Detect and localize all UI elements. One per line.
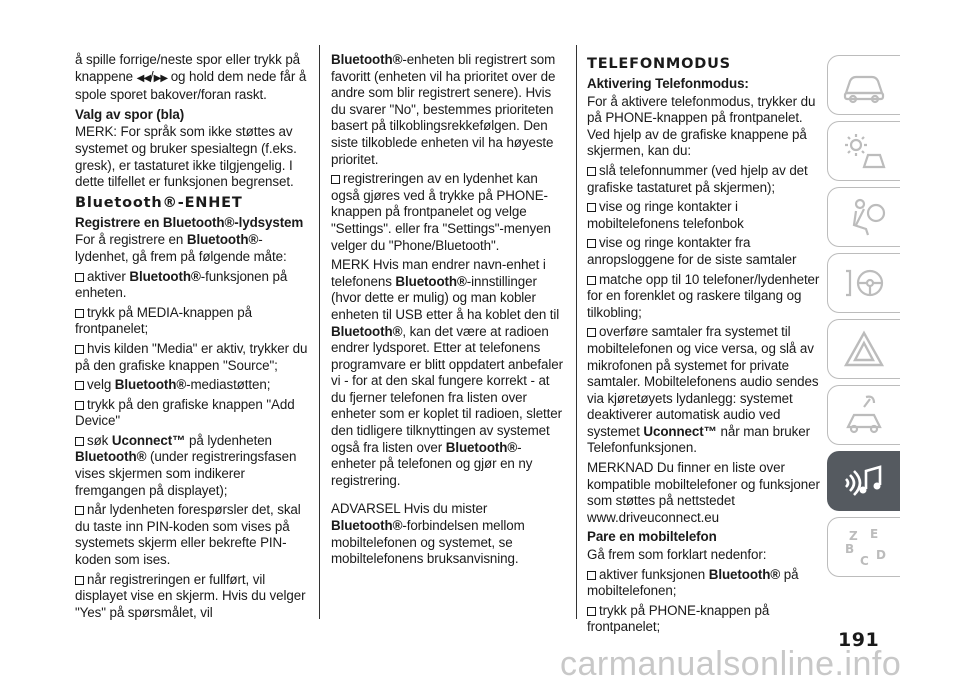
list-item: trykk på PHONE-knappen på frontpanelet; <box>587 602 770 635</box>
bullet-box-icon <box>75 437 84 446</box>
list-item: trykk på den grafiske knappen "Add Device" <box>75 396 295 429</box>
bullet-box-icon <box>331 175 340 184</box>
list-item: velg Bluetooth®-mediastøtten; <box>75 377 309 394</box>
bullet-box-icon <box>587 328 596 337</box>
paragraph-aktivere: For å aktivere telefonmodus, trykker du på PHONE-knappen på frontpanelet. Ved hjelp av de grafiske knappene på skjermen, kan du: <box>587 93 816 159</box>
tab-hazard-triangle[interactable] <box>827 319 900 379</box>
airbag-seatbelt-icon <box>840 195 888 239</box>
bullet-box-icon <box>587 607 596 616</box>
page-number: 191 <box>838 629 880 651</box>
list-item: aktiver Bluetooth®-funksjonen på enheten. <box>75 268 288 301</box>
tab-index[interactable] <box>827 517 900 577</box>
paragraph-merk: MERK: For språk som ikke støttes av systemet og bruker spesialtegn (f.eks. gresk), er tastaturet ikke tilgjengelig. I dette tilfellet er funksjonen begrenset. <box>75 124 297 190</box>
bullet-box-icon <box>75 576 84 585</box>
paragraph-favoritt: Bluetooth®-enheten bli registrert som favoritt (enheten vil ha prioritet over de andre som blir registrert senere). Hvis du svarer "No", bestemmes prioriteten basert på tilkoblingsrekkefølgen. Den siste tilkoblede enheten vil ha høyeste prioritet. <box>331 52 556 167</box>
column-divider-2 <box>576 45 577 619</box>
svg-text:B: B <box>845 542 855 556</box>
column-3 <box>587 52 821 639</box>
list-item: vise og ringe kontakter fra anropsloggene for de siste samtaler <box>587 235 797 267</box>
steering-wheel-icon <box>840 261 888 305</box>
column-1 <box>75 52 309 624</box>
watermark: carmanualsonline.info <box>560 645 902 683</box>
svg-text:D: D <box>876 548 886 562</box>
list-item: overføre samtaler fra systemet til mobiltelefonen og vice versa, og slå av mikrofonen på systemet for private samtaler. Mobiltelefonens audio sendes via kjøretøyets lydanlegg: systemet deaktiverer automatisk audio ved systemet Uconnect™ når man bruker Telefonfunksjonen. <box>587 324 819 456</box>
tab-airbag-seatbelt[interactable] <box>827 187 900 247</box>
heading-registrere: Registrere en Bluetooth®-lydsystem <box>75 214 304 230</box>
bullet-box-icon <box>75 345 84 354</box>
paragraph-registrere: For å registrere en Bluetooth®-lydenhet, gå frem på følgende måte: <box>75 232 287 264</box>
heading-aktivering: Aktivering Telefonmodus: <box>587 76 749 91</box>
car-icon <box>840 63 888 107</box>
tab-multimedia[interactable] <box>827 451 900 511</box>
paragraph-merknad: MERKNAD Du finner en liste over kompatible mobiltelefoner og funksjoner som støttes på nettstedet www.driveuconnect.eu <box>587 460 820 525</box>
wrench-car-icon <box>840 393 888 437</box>
svg-text:C: C <box>860 554 869 568</box>
list-item: matche opp til 10 telefoner/lydenheter for en forenklet og raskere tilgang og tilkobling; <box>587 271 820 320</box>
index-letters-icon <box>840 525 888 569</box>
bullet-box-icon <box>587 571 596 580</box>
bullet-box-icon <box>75 273 84 282</box>
bullet-box-icon <box>75 506 84 515</box>
bullet-box-icon <box>587 239 596 248</box>
list-item: vise og ringe kontakter i mobiltelefonens telefonbok <box>587 199 744 231</box>
paragraph-pare: Gå frem som forklart nedenfor: <box>587 547 767 563</box>
section-tabs <box>827 55 902 583</box>
multimedia-icon <box>840 459 888 503</box>
heading-bluetooth-enhet: Bluetooth®-ENHET <box>75 194 243 211</box>
list-item: når lydenheten forespørsler det, skal du taste inn PIN-koden som vises på systemets skjerm eller bekrefte PIN-koden som ises. <box>75 502 301 568</box>
warning-lights-icon <box>840 129 888 173</box>
bullet-box-icon <box>75 309 84 318</box>
tab-car[interactable] <box>827 55 900 115</box>
bullet-box-icon <box>587 167 596 176</box>
heading-valg-av-spor: Valg av spor (bla) <box>75 106 185 122</box>
list-item: hvis kilden "Media" er aktiv, trykker du på den grafiske knappen "Source"; <box>75 340 308 373</box>
svg-text:Z: Z <box>849 529 858 543</box>
bullet-box-icon <box>75 381 84 390</box>
tab-warning-lights[interactable] <box>827 121 900 181</box>
next-track-icon: ▶▶ <box>153 72 168 84</box>
list-item: trykk på MEDIA-knappen på frontpanelet; <box>75 304 252 337</box>
heading-telefonmodus: TELEFONMODUS <box>587 56 731 72</box>
previous-track-icon: ◀◀ <box>136 72 151 84</box>
hazard-triangle-icon <box>840 327 888 371</box>
list-item: aktiver funksjonen Bluetooth® på mobiltelefonen; <box>587 566 799 599</box>
svg-text:E: E <box>870 527 879 541</box>
list-item: registreringen av en lydenhet kan også gjøres ved å trykke på PHONE-knappen på frontpanelet og velge "Settings". eller fra "Settings"-menyen velger du "Phone/Bluetooth". <box>331 171 551 253</box>
list-item: søk Uconnect™ på lydenheten Bluetooth® (under registreringsfasen vises skjermen som indikerer fremgangen på displayet); <box>75 432 297 498</box>
tab-steering-wheel[interactable] <box>827 253 900 313</box>
bullet-box-icon <box>587 203 596 212</box>
paragraph-advarsel: ADVARSEL Hvis du mister Bluetooth®-forbindelsen mellom mobiltelefonen og systemet, se mobiltelefonens bruksanvisning. <box>331 501 525 567</box>
heading-pare: Pare en mobiltelefon <box>587 529 717 545</box>
tab-wrench-car[interactable] <box>827 385 900 445</box>
paragraph-merk-navn: MERK Hvis man endrer navn-enhet i telefonens Bluetooth®-innstillinger (hvor dette er mulig) og man kobler enheten til USB etter å ha koblet den til Bluetooth®, kan det være at radioen endrer lydsporet. Etter at telefonens programvare er blitt oppdatert anbefaler vi - for at den skal fungere korrekt - at du fjerner telefonen fra listen over enheter som er koplet til radioen, sletter den tidligere tilknyttingen av systemet også fra listen over Bluetooth®-enheter på telefonen og gjør en ny registrering. <box>331 257 563 488</box>
column-divider-1 <box>319 45 320 619</box>
bullet-box-icon <box>75 401 84 410</box>
column-2 <box>331 52 565 571</box>
list-item: slå telefonnummer (ved hjelp av det grafiske tastaturet på skjermen); <box>587 162 808 195</box>
list-item: når registreringen er fullført, vil displayet vise en skjerm. Hvis du velger "Yes" på spørsmålet, vil <box>75 571 306 620</box>
paragraph-spor: å spille forrige/neste spor eller trykk på knappene ◀◀/▶▶ og hold dem nede får å spole sporet bakover/foran raskt. <box>75 52 307 103</box>
bullet-box-icon <box>587 276 596 285</box>
